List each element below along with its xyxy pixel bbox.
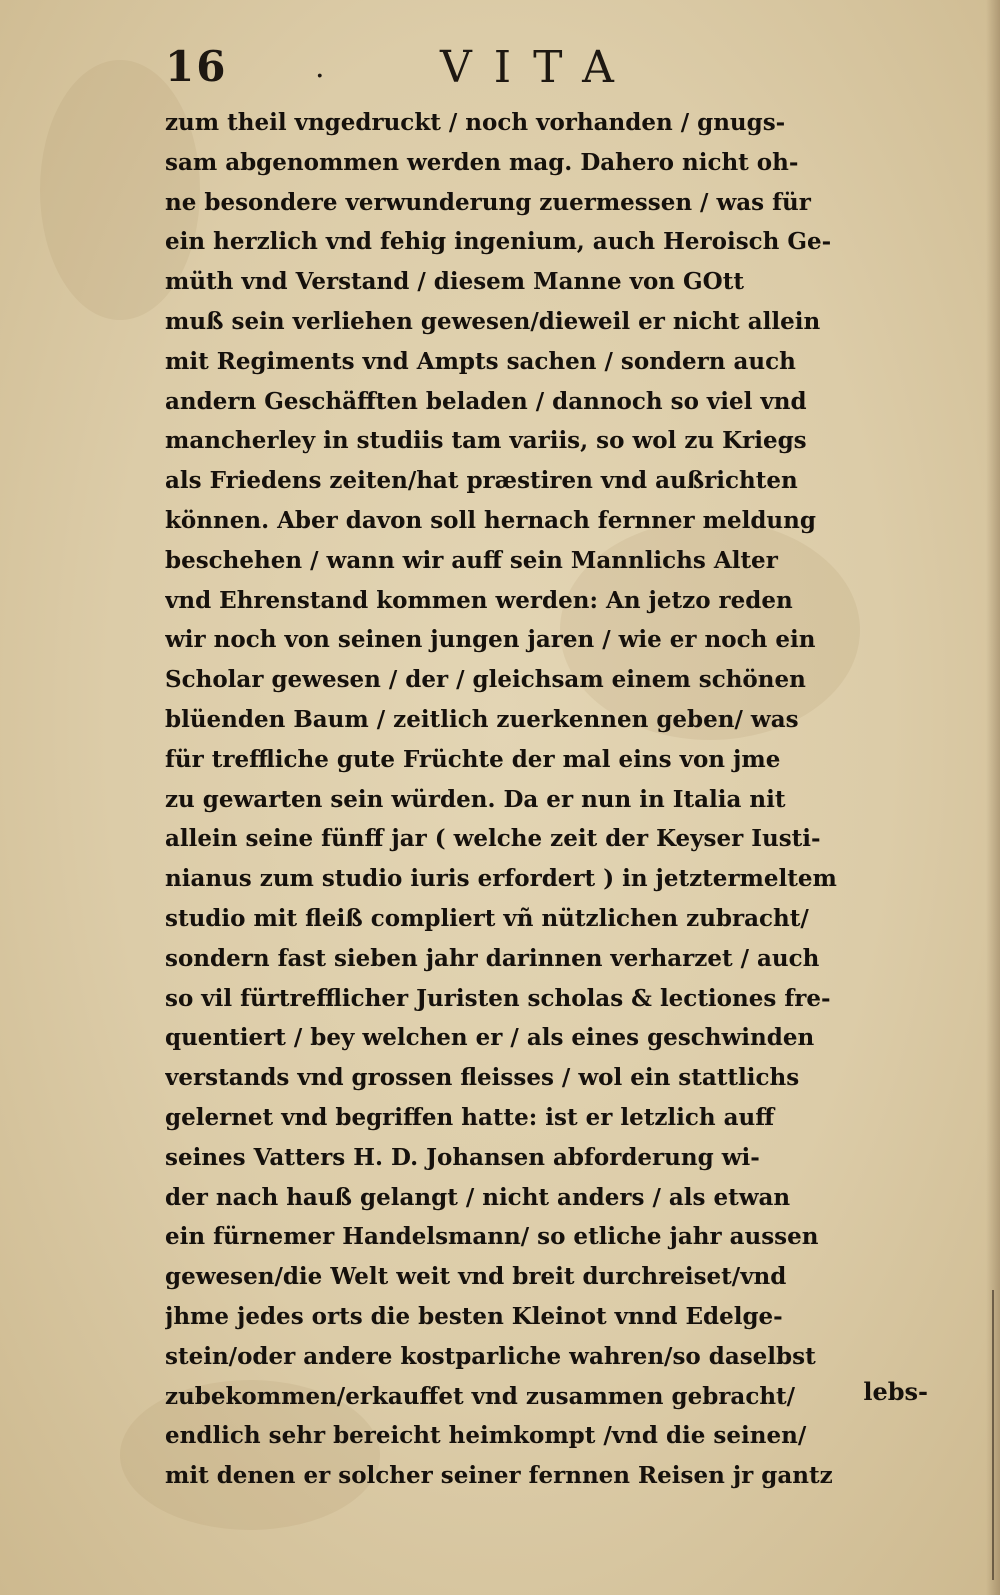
text-line: stein/oder andere kostparliche wahren/so daselbst bbox=[165, 1342, 816, 1370]
text-line: verstands vnd grossen fleisses / wol ein stattlichs bbox=[165, 1064, 800, 1092]
text-line: ein fürnemer Handelsmann/ so etliche jahr aussen bbox=[165, 1223, 819, 1251]
page-header bbox=[165, 40, 925, 96]
text-line: andern Geschäfften beladen / dannoch so viel vnd bbox=[165, 387, 807, 415]
text-line: blüenden Baum / zeitlich zuerkennen geben/ was bbox=[165, 705, 799, 733]
text-line: gewesen/die Welt weit vnd breit durchreiset/vnd bbox=[165, 1263, 787, 1291]
text-line: vnd Ehrenstand kommen werden: An jetzo reden bbox=[165, 586, 793, 614]
text-line: zu gewarten sein würden. Da er nun in Italia nit bbox=[165, 785, 786, 813]
text-line: müth vnd Verstand / diesem Manne von GOtt bbox=[165, 268, 744, 296]
text-line: jhme jedes orts die besten Kleinot vnnd Edelge- bbox=[165, 1302, 783, 1330]
page-number: 16 bbox=[165, 42, 228, 91]
text-line: mit Regiments vnd Ampts sachen / sondern auch bbox=[165, 347, 796, 375]
text-line: beschehen / wann wir auff sein Mannlichs Alter bbox=[165, 546, 778, 574]
text-line: allein seine fünff jar ( welche zeit der Keyser Iusti- bbox=[165, 825, 821, 853]
text-line: ein herzlich vnd fehig ingenium, auch Heroisch Ge- bbox=[165, 228, 832, 256]
text-line: sam abgenommen werden mag. Dahero nicht oh- bbox=[165, 148, 799, 176]
text-line: sondern fast sieben jahr darinnen verharzet / auch bbox=[165, 944, 820, 972]
text-line: Scholar gewesen / der / gleichsam einem schönen bbox=[165, 666, 806, 694]
text-line: mancherley in studiis tam variis, so wol zu Kriegs bbox=[165, 427, 807, 455]
text-line: zum theil vngedruckt / noch vorhanden / gnugs- bbox=[165, 109, 786, 136]
body-text bbox=[165, 103, 940, 1496]
text-line: ne besondere verwunderung zuermessen / was für bbox=[165, 188, 811, 216]
running-title: VITA bbox=[440, 42, 636, 93]
text-line: zubekommen/erkauffet vnd zusammen gebracht/ bbox=[165, 1382, 796, 1410]
catchword: lebs- bbox=[863, 1377, 928, 1406]
text-line: wir noch von seinen jungen jaren / wie er noch ein bbox=[165, 626, 816, 654]
text-line: muß sein verliehen gewesen/dieweil er nicht allein bbox=[165, 307, 821, 335]
text-line: können. Aber davon soll hernach fernner meldung bbox=[165, 506, 816, 534]
text-line: endlich sehr bereicht heimkompt /vnd die seinen/ bbox=[165, 1422, 807, 1450]
page-edge-line bbox=[992, 1290, 994, 1580]
text-line: mit denen er solcher seiner fernnen Reisen jr gantz bbox=[165, 1462, 833, 1490]
text-line: seines Vatters H. D. Johansen abforderung wi- bbox=[165, 1143, 760, 1171]
header-separator: . bbox=[315, 50, 325, 85]
text-line: nianus zum studio iuris erfordert ) in jetztermeltem bbox=[165, 865, 837, 893]
text-line: als Friedens zeiten/hat præstiren vnd außrichten bbox=[165, 467, 798, 495]
text-line: gelernet vnd begriffen hatte: ist er letzlich auff bbox=[165, 1103, 775, 1131]
text-line: quentiert / bey welchen er / als eines geschwinden bbox=[165, 1024, 815, 1052]
text-line: der nach hauß gelangt / nicht anders / als etwan bbox=[165, 1183, 791, 1211]
text-line: für treffliche gute Früchte der mal eins von jme bbox=[165, 745, 781, 773]
text-line: so vil fürtrefflicher Juristen scholas & lectiones fre- bbox=[165, 984, 831, 1012]
text-line: studio mit fleiß compliert vñ nützlichen zubracht/ bbox=[165, 904, 809, 932]
